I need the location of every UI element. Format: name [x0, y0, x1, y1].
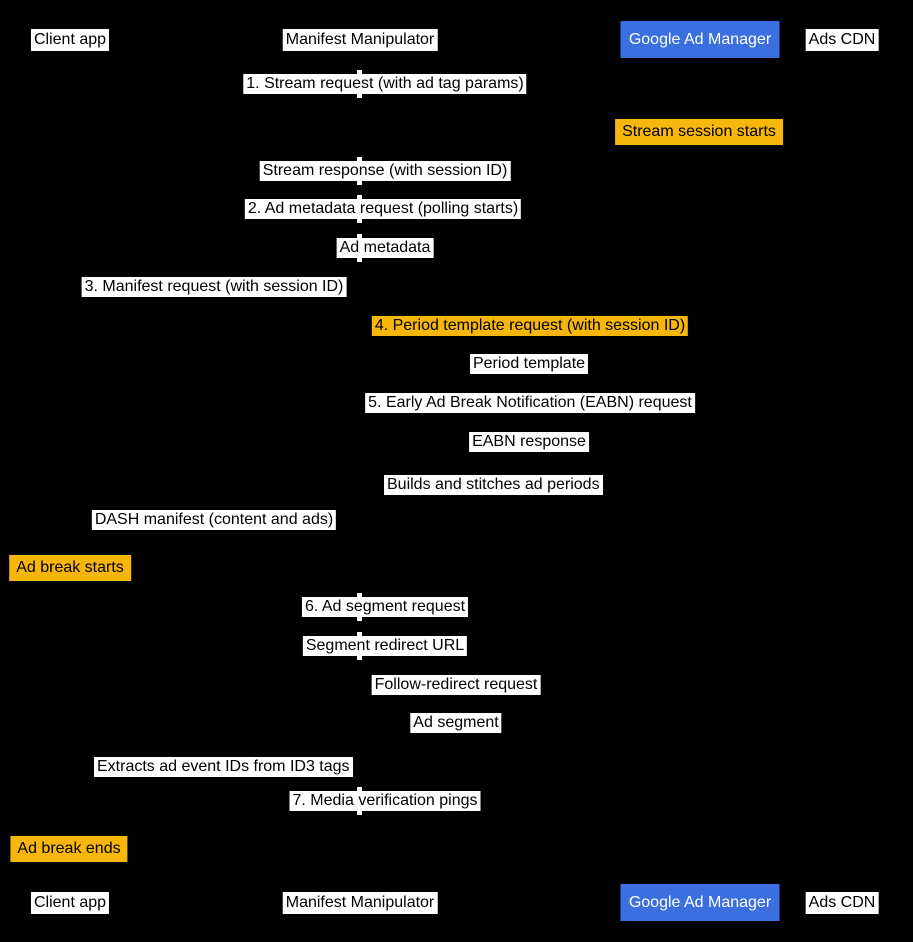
self-action-label: Extracts ad event IDs from ID3 tags [94, 757, 353, 777]
lifeline-tick [357, 181, 362, 185]
message-label: 1. Stream request (with ad tag params) [243, 74, 526, 94]
lifeline-tick [357, 617, 362, 621]
lifeline-tick [357, 632, 362, 636]
message-label: 7. Media verification pings [290, 791, 481, 811]
actor-google-ad-manager-bottom: Google Ad Manager [621, 884, 780, 921]
actor-manifest-manipulator-top: Manifest Manipulator [283, 29, 438, 51]
message-label: Ad metadata [337, 238, 434, 258]
self-action-label: Builds and stitches ad periods [384, 475, 603, 495]
note-label: Stream session starts [615, 119, 783, 145]
lifeline-tick [357, 195, 362, 199]
lifeline-tick [357, 656, 362, 660]
message-label: Stream response (with session ID) [260, 161, 511, 181]
lifeline-tick [357, 70, 362, 74]
lifeline-tick [357, 811, 362, 815]
lifeline-tick [357, 219, 362, 223]
message-label: Segment redirect URL [303, 636, 467, 656]
lifeline-tick [357, 94, 362, 98]
message-label: EABN response [469, 432, 589, 452]
actor-ads-cdn-bottom: Ads CDN [806, 892, 879, 914]
actor-client-app-top: Client app [31, 29, 109, 51]
lifeline-tick [357, 157, 362, 161]
message-label: Period template [470, 354, 588, 374]
message-label: 2. Ad metadata request (polling starts) [245, 199, 521, 219]
message-label: 5. Early Ad Break Notification (EABN) request [365, 393, 695, 413]
message-label: DASH manifest (content and ads) [92, 510, 336, 530]
message-label: 6. Ad segment request [302, 597, 468, 617]
lifeline-tick [357, 787, 362, 791]
lifeline-tick [357, 258, 362, 262]
lifeline-tick [357, 234, 362, 238]
message-label: Ad segment [410, 713, 501, 733]
note-label: Ad break starts [9, 555, 131, 581]
actor-ads-cdn-top: Ads CDN [806, 29, 879, 51]
lifeline-tick [357, 593, 362, 597]
message-label: 4. Period template request (with session ID) [372, 316, 688, 336]
actor-google-ad-manager-top: Google Ad Manager [621, 21, 780, 58]
actor-manifest-manipulator-bottom: Manifest Manipulator [283, 892, 438, 914]
message-label: Follow-redirect request [372, 675, 541, 695]
note-label: Ad break ends [10, 836, 127, 862]
actor-client-app-bottom: Client app [31, 892, 109, 914]
message-label: 3. Manifest request (with session ID) [82, 277, 347, 297]
